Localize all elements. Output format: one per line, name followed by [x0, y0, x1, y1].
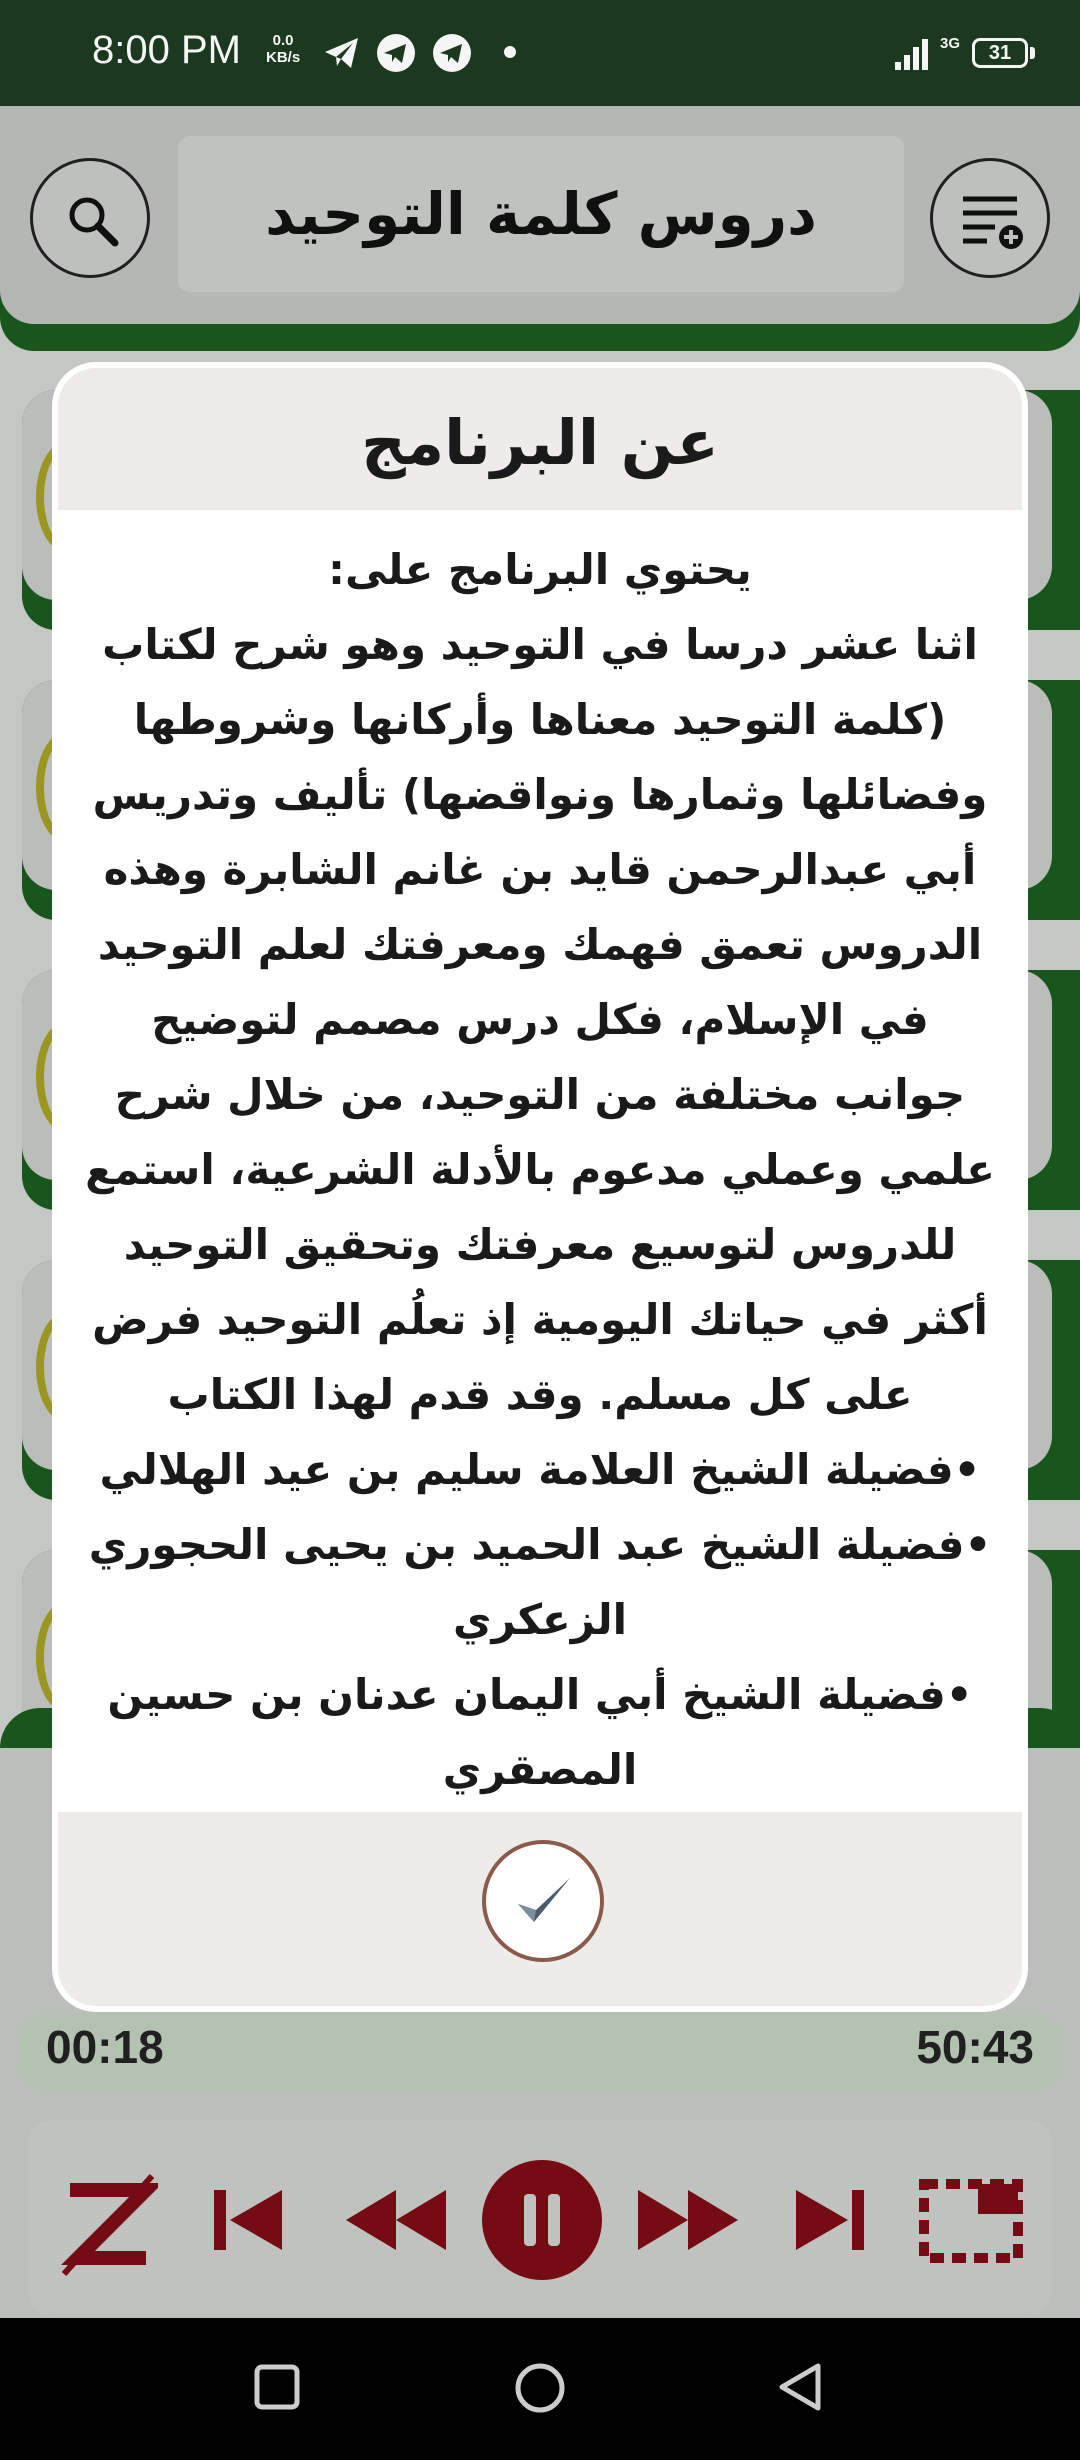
check-icon [512, 1870, 574, 1932]
dialog-title: عن البرنامج [361, 406, 719, 479]
about-dialog [52, 362, 1028, 2012]
recents-icon[interactable] [252, 2362, 302, 2412]
confirm-button[interactable] [482, 1840, 604, 1962]
dialog-body-line: •فضيلة الشيخ العلامة سليم بن عيد الهلالي [99, 1445, 981, 1494]
network-type: 3G [940, 35, 961, 52]
home-icon[interactable] [512, 2362, 568, 2418]
dialog-body-line: •فضيلة الشيخ عبد الحميد بن يحيى الحجوري الزعكري [88, 1520, 992, 1644]
dialog-body-line: اثنا عشر درسا في التوحيد وهو شرح لكتاب (كلمة التوحيد معناها وأركانها وشروطها وفضائلها وثمارها ونواقضها) تأليف وتدريس أبي عبدالرحمن قايد بن غانم الشابرة وهذه الدروس تعمق فهمك ومعرفتك لعلم التوحيد في الإسلام، فكل درس مصمم لتوضيح جوانب مختلفة من التوحيد، من خلال شرح علمي وعملي مدعوم بالأدلة الشرعية، استمع للدروس لتوسيع معرفتك وتحقيق التوحيد أكثر في حياتك اليومية إذ تعلُم التوحيد فرض على كل مسلم. وقد قدم لهذا الكتاب [85, 620, 995, 1419]
back-icon[interactable] [776, 2362, 826, 2412]
network-speed-unit: KB/s [266, 49, 301, 66]
page-title: دروس كلمة التوحيد [265, 180, 817, 248]
system-nav-bar [0, 2318, 1080, 2460]
battery-level: 31 [988, 42, 1012, 64]
dialog-header [58, 368, 1022, 510]
network-speed-value: 0.0 [272, 32, 294, 49]
status-time: 8:00 PM [92, 28, 241, 72]
dialog-body-line: •فضيلة الشيخ أبي اليمان عدنان بن حسين المصقري [107, 1670, 973, 1794]
dialog-footer [58, 1812, 1022, 2006]
total-duration: 50:43 [916, 2021, 1034, 2073]
elapsed-time: 00:18 [46, 2021, 164, 2073]
dialog-body [80, 532, 1000, 1807]
dialog-body-line: يحتوي البرنامج على: [328, 545, 752, 594]
